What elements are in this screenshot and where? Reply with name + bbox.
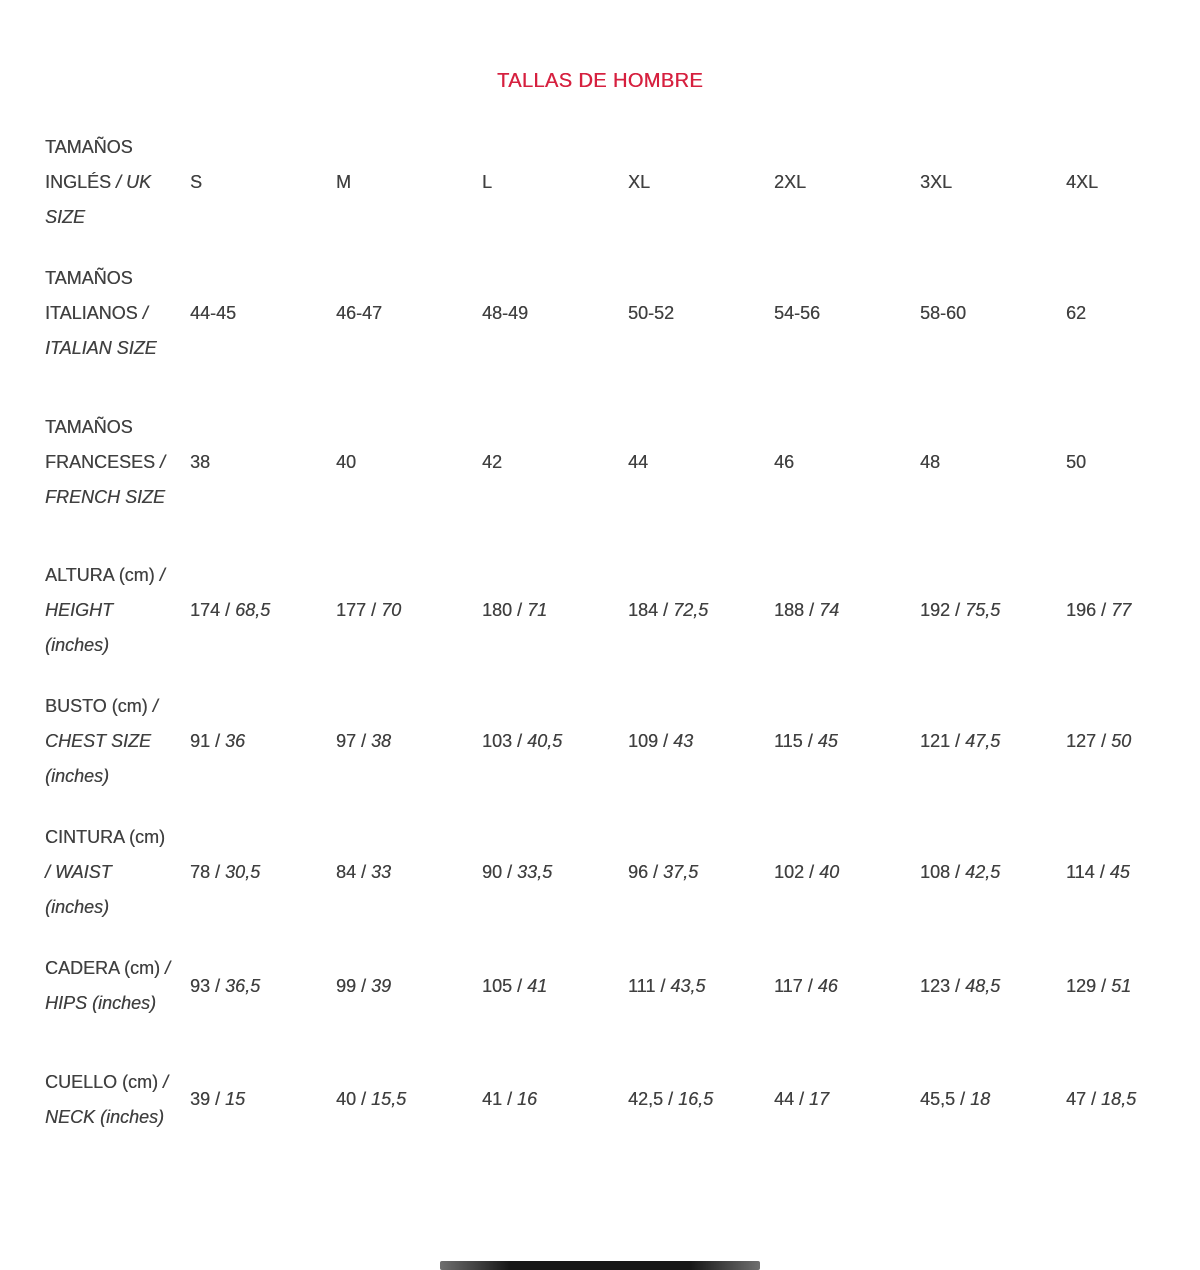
row-label-spanish: TAMAÑOS ITALIANOS bbox=[45, 268, 138, 323]
cell-value-main: 54-56 bbox=[774, 303, 821, 323]
cell-value-inches: 37,5 bbox=[663, 862, 699, 882]
row-label-waist bbox=[45, 820, 175, 925]
cell-value-inches: 68,5 bbox=[235, 600, 271, 620]
cell-value-main: 196 / bbox=[1066, 600, 1107, 620]
cell-french-size-0 bbox=[190, 452, 336, 473]
size-row-neck bbox=[45, 1047, 1200, 1152]
cell-value-main: 188 / bbox=[774, 600, 815, 620]
row-label-spanish: TAMAÑOS INGLÉS bbox=[45, 137, 133, 192]
cell-value-inches: 45 bbox=[1109, 862, 1130, 882]
cell-italian-size-6 bbox=[1066, 303, 1200, 324]
cell-value-inches: 47,5 bbox=[965, 731, 1001, 751]
home-indicator-bar bbox=[440, 1261, 760, 1270]
cell-waist-0 bbox=[190, 862, 336, 883]
cell-value-main: 40 bbox=[336, 451, 357, 472]
cell-value-main: 48-49 bbox=[482, 303, 529, 323]
cell-uk-size-0 bbox=[190, 172, 336, 193]
cell-waist-4 bbox=[774, 862, 920, 883]
cell-value-inches: 18,5 bbox=[1101, 1089, 1137, 1109]
cell-hips-1 bbox=[336, 976, 482, 997]
cell-value-main: 84 / bbox=[336, 862, 367, 882]
cell-french-size-6 bbox=[1066, 452, 1200, 473]
cell-value-main: 129 / bbox=[1066, 975, 1107, 996]
cell-value-main: 40 / bbox=[336, 1089, 367, 1109]
cell-value-main: 50-52 bbox=[628, 303, 675, 323]
cell-uk-size-6 bbox=[1066, 172, 1200, 193]
cell-value-main: 180 / bbox=[482, 600, 523, 620]
cell-value-main: XL bbox=[628, 172, 651, 192]
row-label-english: / HEIGHT (inches) bbox=[45, 565, 165, 655]
cell-value-main: 91 / bbox=[190, 731, 221, 751]
cell-value-main: 41 / bbox=[482, 1089, 513, 1109]
cell-value-main: 39 / bbox=[190, 1089, 221, 1109]
cell-french-size-4 bbox=[774, 452, 920, 473]
cell-value-inches: 15,5 bbox=[371, 1089, 407, 1109]
cell-height-4 bbox=[774, 600, 920, 621]
cell-value-inches: 40 bbox=[819, 862, 840, 882]
cell-value-inches: 30,5 bbox=[225, 862, 261, 882]
cell-value-main: 3XL bbox=[920, 172, 953, 192]
cell-value-main: 123 / bbox=[920, 975, 961, 996]
cell-value-main: 184 / bbox=[628, 600, 669, 620]
cell-value-main: 99 / bbox=[336, 975, 367, 996]
row-label-spanish: TAMAÑOS FRANCESES bbox=[45, 416, 156, 472]
cell-value-inches: 15 bbox=[225, 1089, 246, 1109]
cell-neck-0 bbox=[190, 1089, 336, 1110]
cell-value-inches: 77 bbox=[1111, 600, 1132, 620]
cell-neck-4 bbox=[774, 1089, 920, 1110]
cell-value-inches: 16,5 bbox=[678, 1089, 714, 1109]
cell-italian-size-2 bbox=[482, 303, 628, 324]
cell-value-main: 127 / bbox=[1066, 731, 1107, 751]
cell-height-1 bbox=[336, 600, 482, 621]
cell-french-size-1 bbox=[336, 452, 482, 473]
cell-value-main: 114 / bbox=[1066, 862, 1105, 882]
cell-chest-2 bbox=[482, 731, 628, 752]
cell-value-inches: 46 bbox=[817, 975, 838, 996]
cell-waist-6 bbox=[1066, 862, 1200, 883]
cell-italian-size-3 bbox=[628, 303, 774, 324]
row-label-english: / UK SIZE bbox=[45, 172, 152, 227]
cell-value-inches: 39 bbox=[371, 975, 392, 996]
size-row-height bbox=[45, 558, 1200, 663]
cell-value-main: 44 bbox=[628, 451, 649, 472]
page-title: TALLAS DE HOMBRE bbox=[496, 70, 704, 92]
cell-hips-0 bbox=[190, 976, 336, 997]
cell-value-inches: 50 bbox=[1111, 731, 1132, 751]
cell-value-main: 46 bbox=[774, 451, 795, 472]
row-label-spanish: CUELLO (cm) bbox=[45, 1071, 159, 1092]
cell-value-inches: 42,5 bbox=[965, 862, 1001, 882]
row-label-height bbox=[45, 558, 175, 663]
cell-waist-3 bbox=[628, 862, 774, 883]
cell-value-main: 111 / bbox=[628, 975, 666, 996]
cell-value-main: 45,5 / bbox=[920, 1089, 966, 1109]
size-row-hips bbox=[45, 951, 1200, 1021]
cell-value-main: S bbox=[190, 172, 203, 192]
cell-waist-5 bbox=[920, 862, 1066, 883]
cell-hips-2 bbox=[482, 976, 628, 997]
cell-value-main: 177 / bbox=[336, 600, 377, 620]
cell-italian-size-5 bbox=[920, 303, 1066, 324]
cell-height-6 bbox=[1066, 600, 1200, 621]
row-label-english: / WAIST (inches) bbox=[45, 862, 112, 917]
cell-value-main: 97 / bbox=[336, 731, 367, 751]
cell-value-main: 50 bbox=[1066, 451, 1087, 472]
cell-value-inches: 40,5 bbox=[527, 731, 563, 751]
cell-uk-size-2 bbox=[482, 172, 628, 193]
cell-value-main: L bbox=[482, 172, 493, 192]
cell-value-inches: 36,5 bbox=[225, 975, 261, 996]
cell-value-main: 108 / bbox=[920, 862, 961, 882]
cell-chest-4 bbox=[774, 731, 920, 752]
row-label-english: / NECK (inches) bbox=[45, 1071, 169, 1127]
cell-value-main: 102 / bbox=[774, 862, 815, 882]
cell-value-main: 4XL bbox=[1066, 172, 1099, 192]
row-label-french-size bbox=[45, 410, 175, 515]
cell-french-size-3 bbox=[628, 452, 774, 473]
cell-uk-size-1 bbox=[336, 172, 482, 193]
cell-value-inches: 70 bbox=[381, 600, 402, 620]
cell-neck-6 bbox=[1066, 1089, 1200, 1110]
cell-height-5 bbox=[920, 600, 1066, 621]
cell-waist-2 bbox=[482, 862, 628, 883]
cell-italian-size-4 bbox=[774, 303, 920, 324]
cell-italian-size-0 bbox=[190, 303, 336, 324]
cell-chest-6 bbox=[1066, 731, 1200, 752]
cell-uk-size-3 bbox=[628, 172, 774, 193]
cell-height-2 bbox=[482, 600, 628, 621]
cell-value-main: 174 / bbox=[190, 600, 231, 620]
cell-neck-2 bbox=[482, 1089, 628, 1110]
cell-neck-3 bbox=[628, 1089, 774, 1110]
row-label-spanish: ALTURA (cm) bbox=[45, 565, 155, 585]
row-label-english: / HIPS (inches) bbox=[45, 958, 171, 1013]
cell-value-main: 58-60 bbox=[920, 303, 967, 323]
row-label-hips bbox=[45, 951, 175, 1021]
cell-value-main: 47 / bbox=[1066, 1089, 1097, 1109]
cell-value-main: 42,5 / bbox=[628, 1089, 674, 1109]
row-label-english: / ITALIAN SIZE bbox=[45, 303, 157, 358]
cell-value-inches: 16 bbox=[517, 1089, 538, 1109]
cell-value-main: 105 / bbox=[482, 975, 523, 996]
size-table bbox=[45, 130, 1200, 1152]
cell-value-inches: 74 bbox=[819, 600, 840, 620]
size-row-italian-size bbox=[45, 261, 1200, 366]
cell-value-inches: 18 bbox=[970, 1089, 991, 1109]
cell-chest-0 bbox=[190, 731, 336, 752]
cell-value-inches: 43 bbox=[673, 731, 694, 751]
cell-value-main: 38 bbox=[190, 451, 211, 472]
size-row-french-size bbox=[45, 392, 1200, 532]
cell-value-main: 44 / bbox=[774, 1089, 805, 1109]
cell-height-0 bbox=[190, 600, 336, 621]
row-label-spanish: CINTURA (cm) bbox=[45, 827, 165, 847]
cell-value-inches: 33 bbox=[371, 862, 392, 882]
cell-value-main: 117 / bbox=[774, 975, 813, 996]
cell-value-main: 62 bbox=[1066, 303, 1087, 323]
cell-hips-6 bbox=[1066, 976, 1200, 997]
cell-value-main: 103 / bbox=[482, 731, 523, 751]
row-label-italian-size bbox=[45, 261, 175, 366]
cell-chest-5 bbox=[920, 731, 1066, 752]
cell-value-inches: 41 bbox=[527, 975, 548, 996]
cell-value-main: 93 / bbox=[190, 975, 221, 996]
cell-hips-4 bbox=[774, 976, 920, 997]
cell-value-inches: 43,5 bbox=[670, 975, 706, 996]
cell-chest-1 bbox=[336, 731, 482, 752]
cell-value-inches: 38 bbox=[371, 731, 392, 751]
row-label-neck bbox=[45, 1065, 175, 1135]
cell-value-inches: 75,5 bbox=[965, 600, 1001, 620]
cell-value-inches: 36 bbox=[225, 731, 246, 751]
row-label-english: / FRENCH SIZE bbox=[45, 451, 166, 507]
cell-value-main: 96 / bbox=[628, 862, 659, 882]
cell-value-main: 44-45 bbox=[190, 303, 237, 323]
cell-value-main: 192 / bbox=[920, 600, 961, 620]
cell-value-main: 46-47 bbox=[336, 303, 383, 323]
cell-value-main: 42 bbox=[482, 451, 503, 472]
cell-value-main: 78 / bbox=[190, 862, 221, 882]
cell-hips-3 bbox=[628, 976, 774, 997]
cell-value-main: 2XL bbox=[774, 172, 807, 192]
cell-french-size-5 bbox=[920, 452, 1066, 473]
cell-value-main: 121 / bbox=[920, 731, 961, 751]
cell-value-main: 48 bbox=[920, 451, 941, 472]
size-row-chest bbox=[45, 689, 1200, 794]
cell-value-main: M bbox=[336, 172, 351, 192]
cell-value-inches: 48,5 bbox=[965, 975, 1001, 996]
cell-value-inches: 17 bbox=[809, 1089, 830, 1109]
cell-neck-5 bbox=[920, 1089, 1066, 1110]
cell-value-inches: 72,5 bbox=[673, 600, 709, 620]
cell-value-inches: 71 bbox=[527, 600, 548, 620]
row-label-chest bbox=[45, 689, 175, 794]
cell-chest-3 bbox=[628, 731, 774, 752]
row-label-uk-size bbox=[45, 130, 175, 235]
row-label-spanish: CADERA (cm) bbox=[45, 958, 161, 978]
cell-waist-1 bbox=[336, 862, 482, 883]
cell-hips-5 bbox=[920, 976, 1066, 997]
cell-height-3 bbox=[628, 600, 774, 621]
row-label-english: / CHEST SIZE (inches) bbox=[45, 696, 158, 786]
cell-value-main: 115 / bbox=[774, 731, 813, 751]
cell-value-inches: 45 bbox=[817, 731, 838, 751]
size-row-uk-size bbox=[45, 130, 1200, 235]
row-label-spanish: BUSTO (cm) bbox=[45, 696, 148, 716]
cell-value-main: 90 / bbox=[482, 862, 513, 882]
cell-italian-size-1 bbox=[336, 303, 482, 324]
cell-value-main: 109 / bbox=[628, 731, 669, 751]
cell-value-inches: 51 bbox=[1111, 975, 1132, 996]
size-row-waist bbox=[45, 820, 1200, 925]
cell-value-inches: 33,5 bbox=[517, 862, 553, 882]
cell-uk-size-4 bbox=[774, 172, 920, 193]
cell-french-size-2 bbox=[482, 452, 628, 473]
cell-uk-size-5 bbox=[920, 172, 1066, 193]
cell-neck-1 bbox=[336, 1089, 482, 1110]
